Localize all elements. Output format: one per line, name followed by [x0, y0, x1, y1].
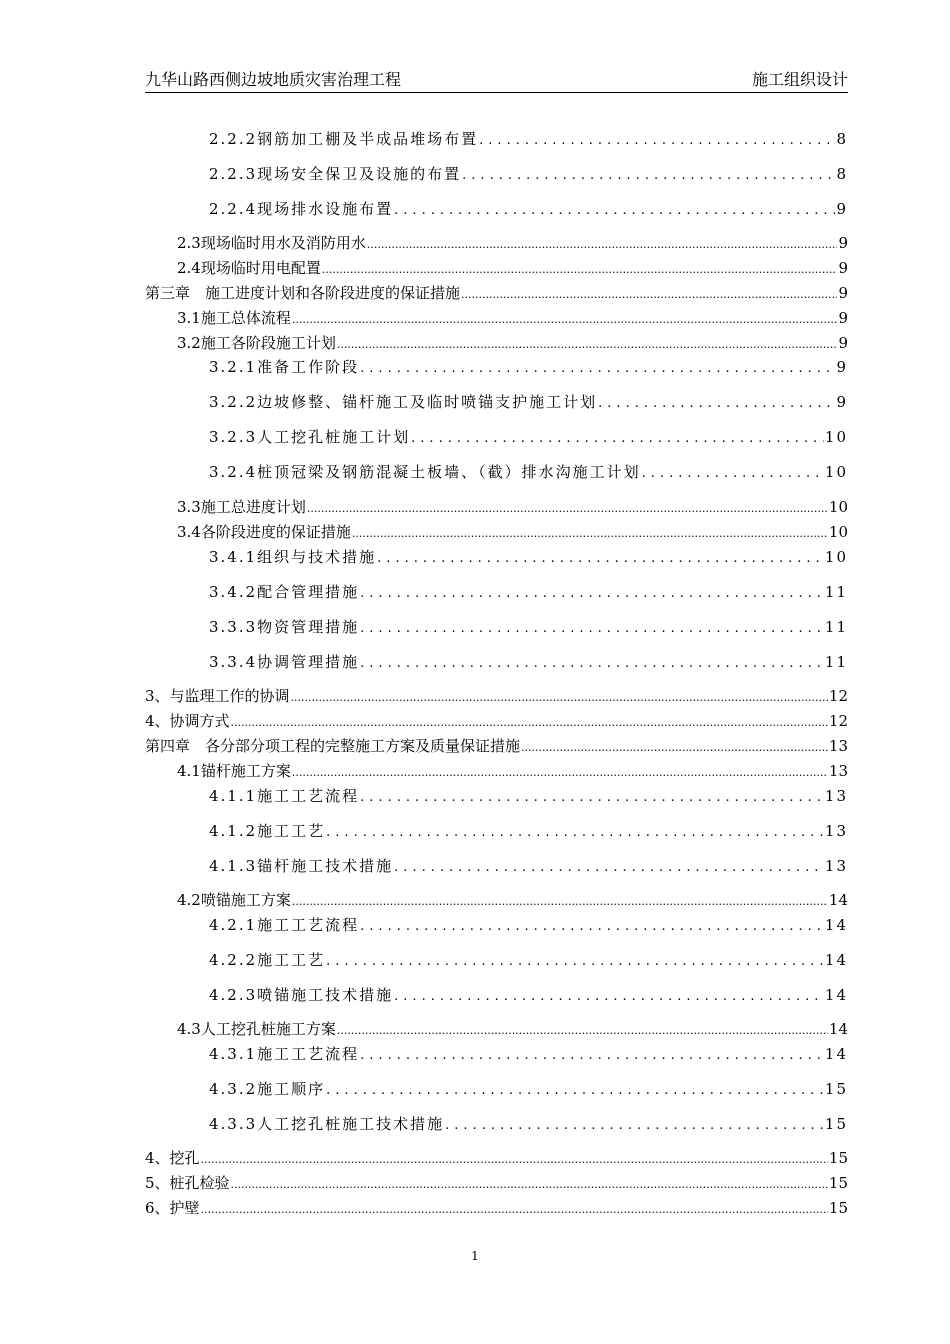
- toc-dot-leader: [326, 1084, 824, 1098]
- toc-entry-page-number: 10: [824, 548, 848, 566]
- toc-dot-leader: [360, 791, 824, 805]
- toc-entry-page-number: 13: [824, 822, 848, 840]
- toc-entry-page-number: 8: [836, 165, 848, 183]
- header-project-title: 九华山路西侧边坡地质灾害治理工程: [145, 70, 402, 89]
- toc-entry[interactable]: [145, 282, 848, 302]
- toc-entry[interactable]: [209, 984, 848, 1004]
- toc-entry[interactable]: [177, 760, 848, 780]
- toc-entry[interactable]: [177, 232, 848, 252]
- toc-entry-title: 3.2.2边坡修整、锚杆施工及临时喷锚支护施工计划: [209, 393, 598, 411]
- toc-dot-leader: [231, 716, 828, 730]
- toc-dot-leader: [201, 1153, 828, 1167]
- toc-dot-leader: [326, 826, 824, 840]
- toc-entry-page-number: 10: [824, 428, 848, 446]
- toc-entry-page-number: 11: [824, 583, 848, 601]
- toc-dot-leader: [292, 313, 838, 327]
- toc-dot-leader: [521, 741, 828, 755]
- toc-entry-title: 3.2施工各阶段施工计划: [177, 334, 336, 352]
- toc-entry[interactable]: [209, 651, 848, 671]
- toc-entry-page-number: 15: [824, 1080, 848, 1098]
- toc-entry[interactable]: [209, 949, 848, 969]
- toc-entry-title: 2.2.4现场排水设施布置: [209, 200, 394, 218]
- toc-dot-leader: [394, 990, 824, 1004]
- toc-entry-page-number: 9: [838, 309, 848, 327]
- toc-entry-title: 4.3.1施工工艺流程: [209, 1045, 360, 1063]
- toc-dot-leader: [367, 238, 838, 252]
- toc-entry-page-number: 15: [824, 1115, 848, 1133]
- toc-entry-page-number: 10: [828, 523, 848, 541]
- toc-entry-title: 3.2.1准备工作阶段: [209, 358, 360, 376]
- toc-entry[interactable]: [209, 1113, 848, 1133]
- toc-entry-title: 5、桩孔检验: [145, 1174, 230, 1192]
- toc-entry[interactable]: [209, 1078, 848, 1098]
- toc-dot-leader: [360, 362, 835, 376]
- toc-entry-page-number: 11: [824, 618, 848, 636]
- toc-entry-title: 3.1施工总体流程: [177, 309, 291, 327]
- toc-entry-page-number: 12: [828, 687, 848, 705]
- toc-entry[interactable]: [209, 426, 848, 446]
- toc-entry-page-number: 12: [828, 712, 848, 730]
- toc-dot-leader: [337, 338, 838, 352]
- toc-entry-title: 4.3人工挖孔桩施工方案: [177, 1020, 336, 1038]
- toc-entry-title: 4、协调方式: [145, 712, 230, 730]
- toc-entry-page-number: 14: [824, 916, 848, 934]
- toc-entry-title: 2.2.2钢筋加工棚及半成品堆场布置: [209, 130, 479, 148]
- toc-entry[interactable]: [177, 521, 848, 541]
- toc-dot-leader: [394, 861, 824, 875]
- toc-entry[interactable]: [209, 356, 848, 376]
- toc-entry[interactable]: [209, 391, 848, 411]
- toc-dot-leader: [377, 552, 824, 566]
- toc-entry-page-number: 9: [838, 334, 848, 352]
- toc-entry-page-number: 10: [828, 498, 848, 516]
- header-document-type: 施工组织设计: [751, 70, 848, 89]
- toc-entry-title: 4.1.1施工工艺流程: [209, 787, 360, 805]
- toc-entry[interactable]: [177, 257, 848, 277]
- toc-dot-leader: [352, 527, 828, 541]
- toc-entry-title: 4.1.2施工工艺: [209, 822, 326, 840]
- toc-dot-leader: [307, 502, 828, 516]
- toc-dot-leader: [394, 204, 835, 218]
- toc-entry-title: 3.2.4桩顶冠梁及钢筋混凝土板墙、（截）排水沟施工计划: [209, 463, 641, 481]
- toc-entry-page-number: 13: [828, 737, 848, 755]
- toc-entry-page-number: 13: [824, 787, 848, 805]
- toc-entry[interactable]: [209, 198, 848, 218]
- toc-entry-title: 3.4.1组织与技术措施: [209, 548, 377, 566]
- toc-dot-leader: [642, 467, 824, 481]
- toc-entry-title: 3.3施工总进度计划: [177, 498, 306, 516]
- toc-entry[interactable]: [209, 616, 848, 636]
- toc-entry-title: 3、与监理工作的协调: [145, 687, 290, 705]
- toc-entry[interactable]: [177, 496, 848, 516]
- toc-entry-page-number: 10: [824, 463, 848, 481]
- toc-dot-leader: [360, 1049, 824, 1063]
- toc-entry[interactable]: [209, 163, 848, 183]
- toc-entry[interactable]: [209, 128, 848, 148]
- toc-dot-leader: [479, 134, 835, 148]
- toc-entry-page-number: 9: [836, 393, 848, 411]
- toc-entry-page-number: 9: [838, 284, 848, 302]
- toc-entry-title: 4、挖孔: [145, 1149, 200, 1167]
- toc-entry-title: 4.1.3锚杆施工技术措施: [209, 857, 394, 875]
- toc-dot-leader: [292, 766, 828, 780]
- toc-entry-page-number: 14: [828, 1020, 848, 1038]
- toc-entry[interactable]: [209, 546, 848, 566]
- toc-entry-title: 4.2喷锚施工方案: [177, 891, 291, 909]
- toc-dot-leader: [445, 1119, 824, 1133]
- toc-entry-title: 2.4现场临时用电配置: [177, 259, 321, 277]
- toc-entry-title: 3.2.3人工挖孔桩施工计划: [209, 428, 411, 446]
- toc-entry-page-number: 8: [836, 130, 848, 148]
- toc-entry[interactable]: [209, 581, 848, 601]
- toc-entry-page-number: 11: [824, 653, 848, 671]
- toc-entry-title: 4.3.3人工挖孔桩施工技术措施: [209, 1115, 445, 1133]
- toc-dot-leader: [598, 397, 835, 411]
- toc-entry-page-number: 13: [824, 857, 848, 875]
- toc-entry-page-number: 9: [836, 358, 848, 376]
- toc-entry-page-number: 15: [828, 1149, 848, 1167]
- toc-entry[interactable]: [145, 710, 848, 730]
- toc-entry-page-number: 14: [824, 1045, 848, 1063]
- toc-entry-title: 4.3.2施工顺序: [209, 1080, 326, 1098]
- toc-dot-leader: [360, 920, 824, 934]
- toc-dot-leader: [201, 1203, 828, 1217]
- toc-entry[interactable]: [209, 461, 848, 481]
- toc-dot-leader: [291, 691, 828, 705]
- toc-entry[interactable]: [145, 1197, 848, 1217]
- toc-entry-page-number: 9: [838, 234, 848, 252]
- toc-entry[interactable]: [209, 855, 848, 875]
- toc-entry-title: 4.2.1施工工艺流程: [209, 916, 360, 934]
- toc-entry-title: 第四章 各分部分项工程的完整施工方案及质量保证措施: [145, 737, 521, 755]
- toc-entry-title: 3.4.2配合管理措施: [209, 583, 360, 601]
- toc-entry-title: 4.2.3喷锚施工技术措施: [209, 986, 394, 1004]
- toc-dot-leader: [337, 1024, 828, 1038]
- toc-entry-title: 4.1锚杆施工方案: [177, 762, 291, 780]
- toc-entry[interactable]: [145, 735, 848, 755]
- toc-dot-leader: [360, 657, 824, 671]
- toc-entry[interactable]: [145, 685, 848, 705]
- toc-dot-leader: [322, 263, 838, 277]
- toc-entry-title: 3.3.4协调管理措施: [209, 653, 360, 671]
- toc-entry-page-number: 14: [824, 986, 848, 1004]
- toc-entry-page-number: 15: [828, 1174, 848, 1192]
- toc-dot-leader: [462, 169, 835, 183]
- toc-dot-leader: [292, 895, 828, 909]
- toc-entry-page-number: 14: [828, 891, 848, 909]
- toc-entry-title: 6、护壁: [145, 1199, 200, 1217]
- toc-dot-leader: [360, 622, 824, 636]
- page-number: 1: [471, 1249, 479, 1263]
- toc-entry-title: 第三章 施工进度计划和各阶段进度的保证措施: [145, 284, 461, 302]
- toc-entry-title: 3.3.3物资管理措施: [209, 618, 360, 636]
- toc-entry[interactable]: [177, 889, 848, 909]
- toc-dot-leader: [231, 1178, 828, 1192]
- toc-entry[interactable]: [145, 1147, 848, 1167]
- toc-entry[interactable]: [209, 1043, 848, 1063]
- toc-dot-leader: [360, 587, 824, 601]
- toc-entry[interactable]: [209, 820, 848, 840]
- toc-entry-page-number: 14: [824, 951, 848, 969]
- toc-entry[interactable]: [209, 785, 848, 805]
- toc-entry-title: 2.2.3现场安全保卫及设施的布置: [209, 165, 462, 183]
- toc-entry[interactable]: [177, 1018, 848, 1038]
- toc-entry-page-number: 9: [836, 200, 848, 218]
- toc-entry[interactable]: [145, 1172, 848, 1192]
- toc-entry-page-number: 15: [828, 1199, 848, 1217]
- toc-entry[interactable]: [209, 914, 848, 934]
- toc-entry-title: 4.2.2施工工艺: [209, 951, 326, 969]
- toc-dot-leader: [326, 955, 824, 969]
- toc-entry[interactable]: [177, 332, 848, 352]
- toc-entry-title: 3.4各阶段进度的保证措施: [177, 523, 351, 541]
- toc-entry-page-number: 13: [828, 762, 848, 780]
- toc-entry-page-number: 9: [838, 259, 848, 277]
- page-header: [145, 70, 848, 93]
- toc-dot-leader: [461, 288, 837, 302]
- toc-entry[interactable]: [177, 307, 848, 327]
- toc-dot-leader: [411, 432, 824, 446]
- toc-entry-title: 2.3现场临时用水及消防用水: [177, 234, 366, 252]
